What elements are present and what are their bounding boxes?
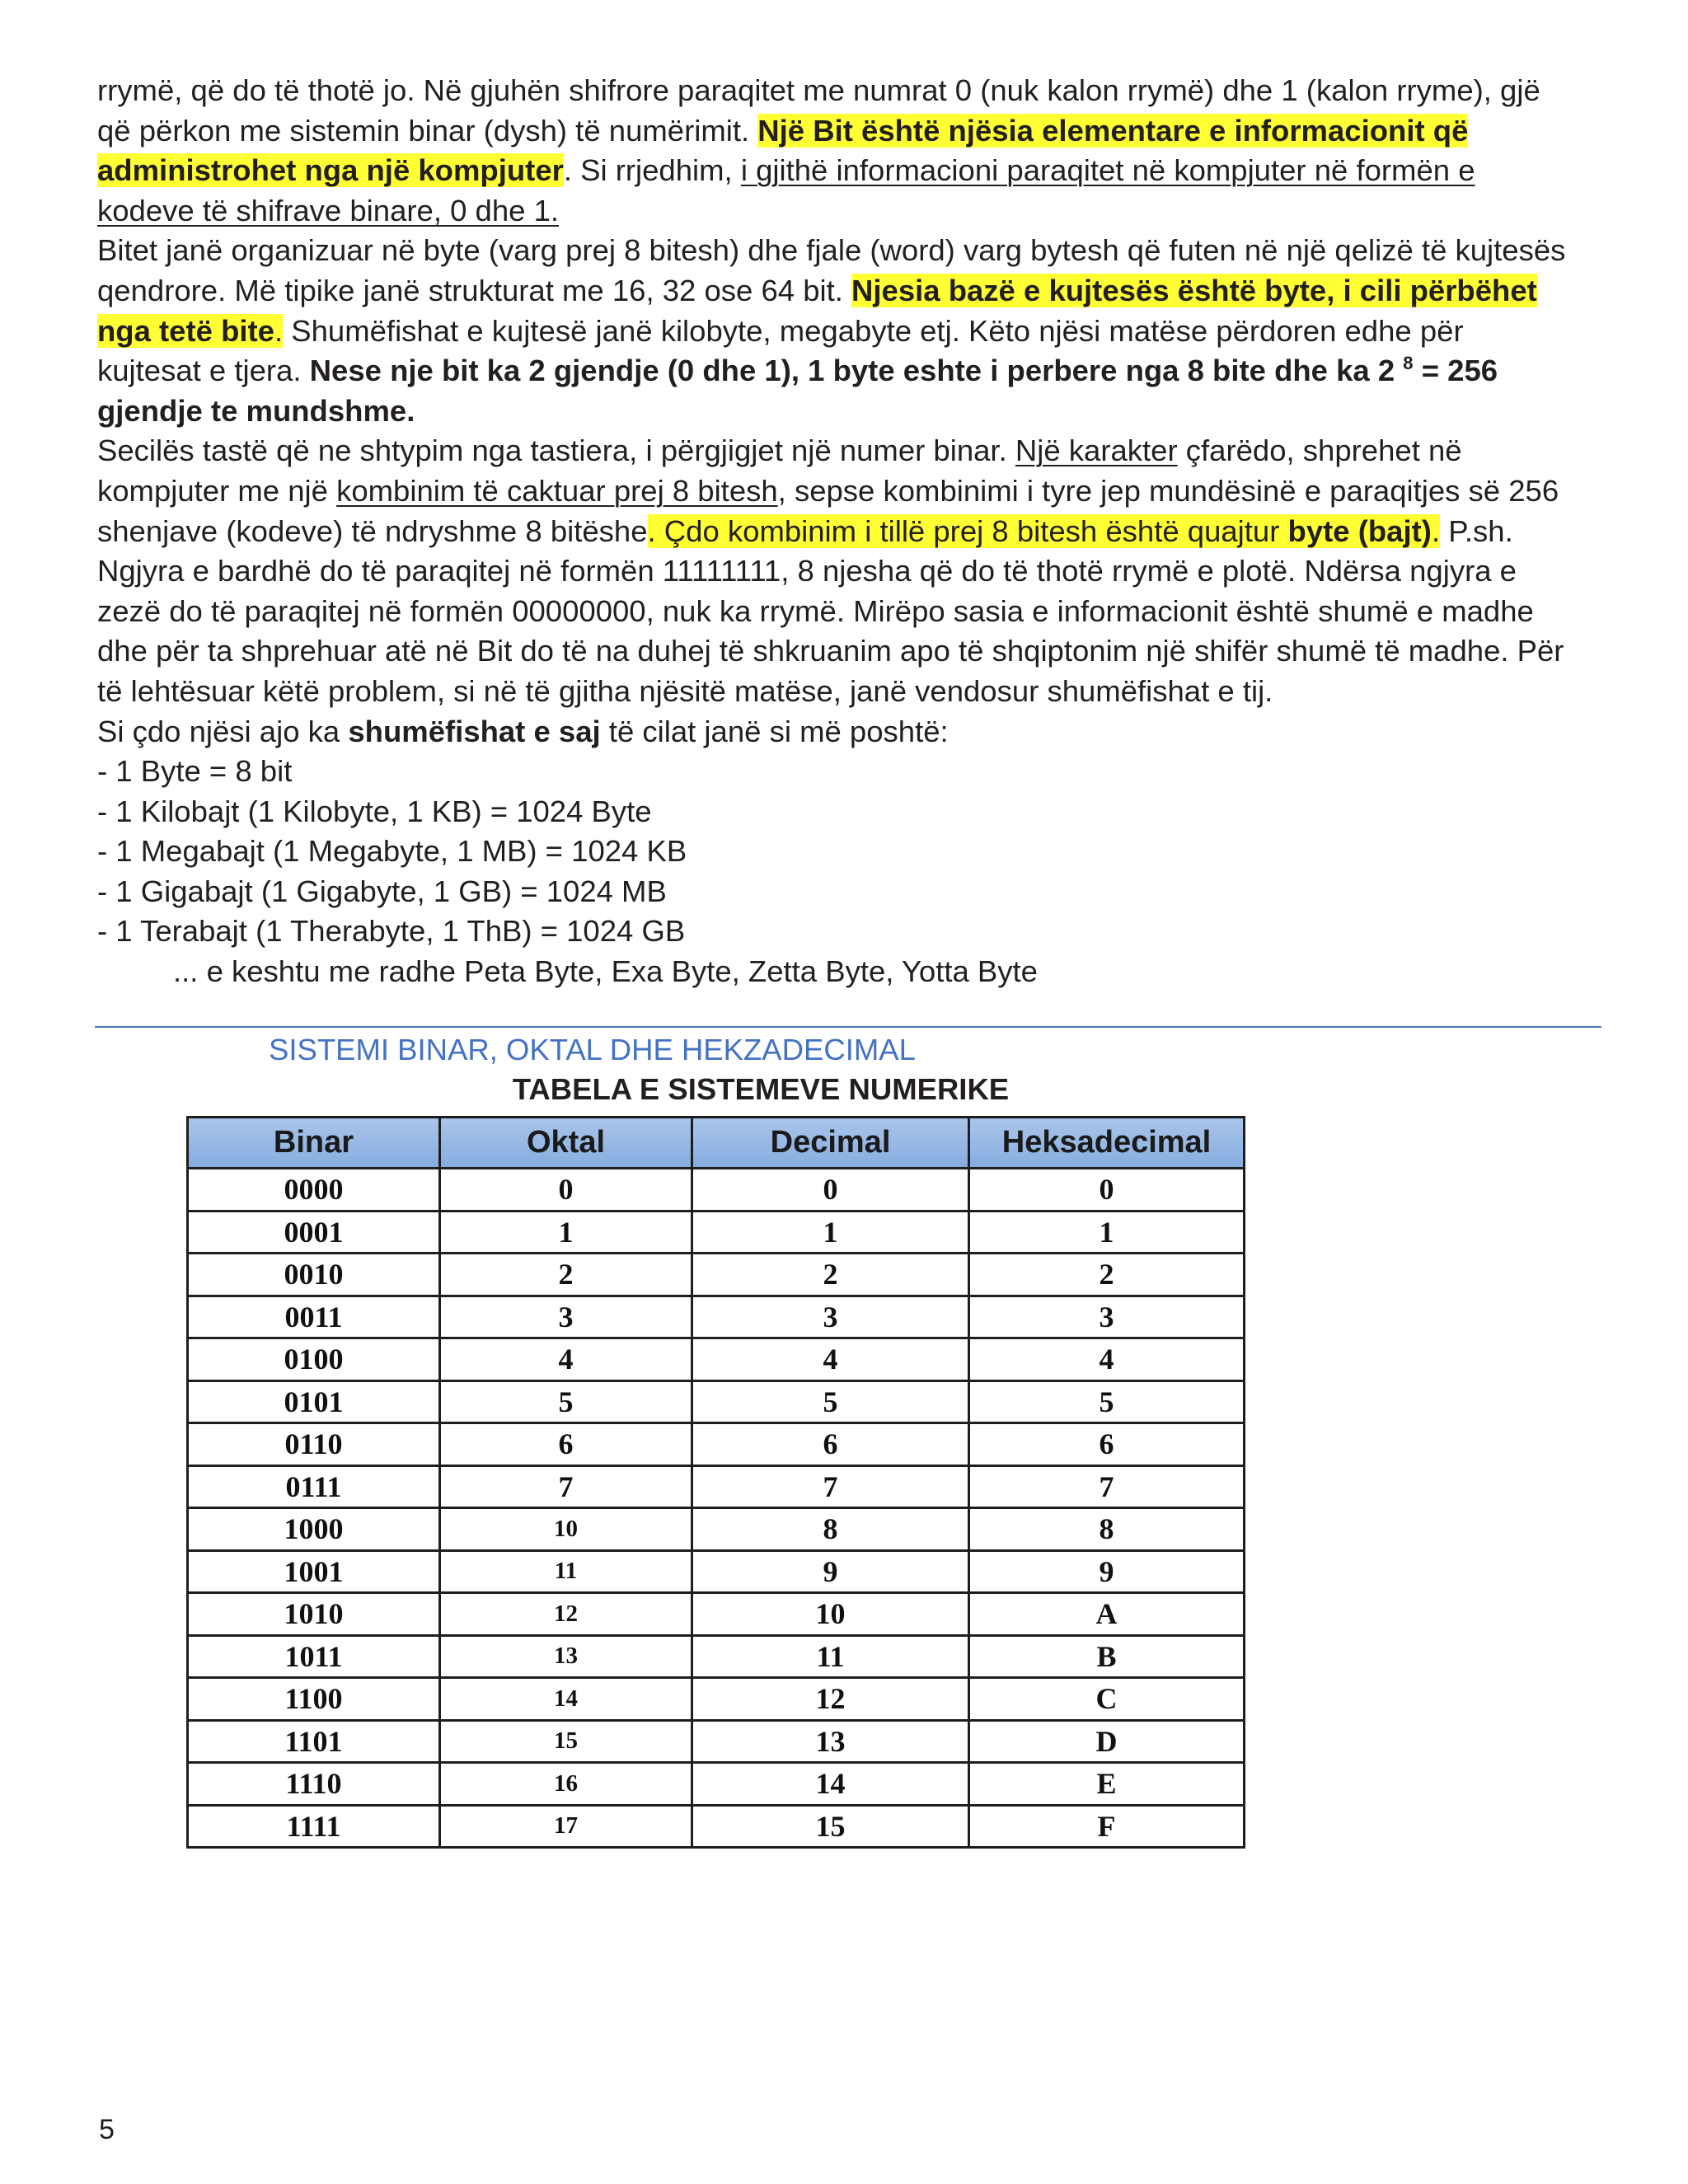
text-run: kujtesat e tjera. bbox=[97, 354, 310, 388]
text-line bbox=[97, 551, 1606, 592]
table-cell: 6 bbox=[969, 1423, 1245, 1466]
section-divider bbox=[95, 1026, 1601, 1028]
text-run: . bbox=[1431, 513, 1441, 548]
table-cell: 0000 bbox=[188, 1169, 440, 1212]
text-line bbox=[97, 151, 1606, 191]
table-cell: 3 bbox=[692, 1296, 969, 1338]
text-line bbox=[97, 191, 1606, 232]
text-line bbox=[97, 792, 1606, 832]
text-line bbox=[97, 71, 1606, 111]
text-line bbox=[97, 231, 1606, 271]
table-row bbox=[188, 1380, 1245, 1423]
table-row bbox=[188, 1508, 1245, 1551]
table-cell: 0101 bbox=[188, 1380, 440, 1423]
table-cell: 13 bbox=[440, 1635, 692, 1678]
text-run: 8 bbox=[1403, 353, 1414, 374]
text-run: Shumëfishat e kujtesë janë kilobyte, megabyte etj. Këto njësi matëse përdoren edhe për bbox=[283, 313, 1464, 348]
text-run: Secilës tastë që ne shtypim nga tastiera, i përgjigjet një numer binar. bbox=[97, 434, 1015, 468]
table-row bbox=[188, 1720, 1245, 1763]
text-run: rrymë, që do të thotë jo. Në gjuhën shifrore paraqitet me numrat 0 (nuk kalon rrymë) dhe 1 (kalon rryme), gjë bbox=[97, 73, 1540, 107]
text-run: . bbox=[274, 313, 284, 348]
table-row bbox=[188, 1635, 1245, 1678]
text-run: i gjithë informacioni paraqitet në kompjuter në formën e bbox=[740, 153, 1475, 188]
table-cell: 0001 bbox=[188, 1211, 440, 1254]
table-row bbox=[188, 1550, 1245, 1593]
table-cell: 3 bbox=[440, 1296, 692, 1338]
column-header: Heksadecimal bbox=[969, 1118, 1245, 1169]
body-text bbox=[97, 71, 1606, 992]
table-cell: 1111 bbox=[188, 1805, 440, 1848]
table-cell: 12 bbox=[440, 1593, 692, 1636]
text-line bbox=[97, 391, 1606, 432]
table-cell: 7 bbox=[440, 1465, 692, 1508]
table-cell: 1100 bbox=[188, 1678, 440, 1721]
table-cell: 1 bbox=[969, 1211, 1245, 1254]
table-row bbox=[188, 1211, 1245, 1254]
table-cell: 5 bbox=[692, 1380, 969, 1423]
table-cell: 4 bbox=[440, 1338, 692, 1381]
table-cell: 13 bbox=[692, 1720, 969, 1763]
text-run: - 1 Kilobajt (1 Kilobyte, 1 KB) = 1024 Byte bbox=[97, 794, 652, 828]
table-cell: 0011 bbox=[188, 1296, 440, 1338]
table-cell: 0 bbox=[969, 1169, 1245, 1212]
table-cell: C bbox=[969, 1678, 1245, 1721]
text-run: shumëfishat e saj bbox=[348, 714, 601, 748]
table-cell: 10 bbox=[440, 1508, 692, 1551]
table-cell: 14 bbox=[692, 1763, 969, 1806]
text-run: kodeve të shifrave binare, 0 dhe 1. bbox=[97, 193, 560, 227]
number-systems-table bbox=[186, 1116, 1245, 1849]
table-cell: 12 bbox=[692, 1678, 969, 1721]
text-run: kombinim të caktuar prej 8 bitesh bbox=[336, 473, 778, 508]
table-cell: 0 bbox=[440, 1169, 692, 1212]
text-line bbox=[97, 631, 1606, 672]
text-run: . Si rrjedhim, bbox=[563, 153, 741, 188]
table-cell: 9 bbox=[969, 1550, 1245, 1593]
text-run: = 256 bbox=[1413, 354, 1498, 388]
table-cell: E bbox=[969, 1763, 1245, 1806]
text-run: që përkon me sistemin binar (dysh) të numërimit. bbox=[97, 113, 758, 148]
text-run: , sepse kombinimi i tyre jep mundësinë e paraqitjes së 256 bbox=[777, 473, 1559, 508]
table-row bbox=[188, 1254, 1245, 1296]
table-cell: 0111 bbox=[188, 1465, 440, 1508]
table-cell: 6 bbox=[692, 1423, 969, 1466]
table-row bbox=[188, 1465, 1245, 1508]
text-run: - 1 Terabajt (1 Therabyte, 1 ThB) = 1024 GB bbox=[97, 914, 686, 949]
text-run: - 1 Megabajt (1 Megabyte, 1 MB) = 1024 KB bbox=[97, 834, 687, 869]
table-cell: 0 bbox=[692, 1169, 969, 1212]
table-cell: 17 bbox=[440, 1805, 692, 1848]
section-heading: SISTEMI BINAR, OKTAL DHE HEKZADECIMAL bbox=[269, 1033, 916, 1066]
table-cell: 3 bbox=[969, 1296, 1245, 1338]
table-cell: 0110 bbox=[188, 1423, 440, 1466]
text-run: - 1 Byte = 8 bit bbox=[97, 754, 293, 789]
table-cell: 4 bbox=[969, 1338, 1245, 1381]
table-cell: 1110 bbox=[188, 1763, 440, 1806]
text-line bbox=[97, 351, 1606, 391]
text-run: qendrore. Më tipike janë strukturat me 16, 32 ose 64 bit. bbox=[97, 273, 852, 307]
text-line bbox=[97, 752, 1606, 792]
text-run: ... e keshtu me radhe Peta Byte, Exa Byte, Zetta Byte, Yotta Byte bbox=[173, 954, 1038, 989]
text-line bbox=[97, 832, 1606, 872]
text-run: Nese nje bit ka 2 gjendje (0 dhe 1), 1 byte eshte i perbere nga 8 bite dhe ka 2 bbox=[309, 354, 1404, 388]
table-cell: F bbox=[969, 1805, 1245, 1848]
text-run: shenjave (kodeve) të ndryshme 8 bitëshe bbox=[97, 513, 648, 548]
text-run: gjendje te mundshme. bbox=[97, 393, 415, 428]
table-cell: 2 bbox=[969, 1254, 1245, 1296]
text-line bbox=[97, 592, 1606, 632]
table-cell: 15 bbox=[692, 1805, 969, 1848]
text-run: zezë do të paraqitej në formën 00000000, nuk ka rrymë. Mirëpo sasia e informacionit është shumë e madhe bbox=[97, 593, 1534, 628]
table-cell: 2 bbox=[440, 1254, 692, 1296]
page-number: 5 bbox=[99, 2114, 115, 2145]
table-cell: 1 bbox=[440, 1211, 692, 1254]
text-line bbox=[97, 672, 1606, 712]
text-run: byte (bajt) bbox=[1287, 513, 1432, 548]
table-cell: 1011 bbox=[188, 1635, 440, 1678]
table-cell: D bbox=[969, 1720, 1245, 1763]
text-line bbox=[97, 271, 1606, 312]
column-header: Binar bbox=[188, 1118, 440, 1169]
table-row bbox=[188, 1805, 1245, 1848]
column-header: Oktal bbox=[440, 1118, 692, 1169]
table-row bbox=[188, 1593, 1245, 1636]
table-cell: B bbox=[969, 1635, 1245, 1678]
text-line bbox=[97, 952, 1606, 992]
table-cell: 16 bbox=[440, 1763, 692, 1806]
text-run: Bitet janë organizuar në byte (varg prej 8 bitesh) dhe fjale (word) varg bytesh që futen në një qelizë të kujtesës bbox=[97, 233, 1566, 268]
table-row bbox=[188, 1296, 1245, 1338]
table-cell: 1101 bbox=[188, 1720, 440, 1763]
table-cell: 11 bbox=[440, 1550, 692, 1593]
table-cell: 1000 bbox=[188, 1508, 440, 1551]
text-run: - 1 Gigabajt (1 Gigabyte, 1 GB) = 1024 MB bbox=[97, 874, 667, 908]
text-run: Si çdo njësi ajo ka bbox=[97, 714, 349, 748]
table-cell: 1 bbox=[692, 1211, 969, 1254]
text-run: administrohet nga një kompjuter bbox=[97, 153, 564, 188]
text-run: nga tetë bite bbox=[97, 313, 274, 348]
table-row bbox=[188, 1678, 1245, 1721]
text-run: kompjuter me një bbox=[97, 473, 337, 508]
text-line bbox=[97, 712, 1606, 752]
table-row bbox=[188, 1423, 1245, 1466]
text-run: . Çdo kombinim i tillë prej 8 bitesh është quajtur bbox=[647, 513, 1288, 548]
table-cell: 5 bbox=[969, 1380, 1245, 1423]
table-body bbox=[188, 1169, 1245, 1848]
text-line bbox=[97, 312, 1606, 352]
text-run: Njesia bazë e kujtesës është byte, i cili përbëhet bbox=[851, 273, 1537, 307]
table-row bbox=[188, 1169, 1245, 1212]
text-line bbox=[97, 872, 1606, 912]
table-cell: 0100 bbox=[188, 1338, 440, 1381]
column-header: Decimal bbox=[692, 1118, 969, 1169]
table-cell: 11 bbox=[692, 1635, 969, 1678]
table-cell: A bbox=[969, 1593, 1245, 1636]
text-line bbox=[97, 471, 1606, 512]
table-cell: 10 bbox=[692, 1593, 969, 1636]
table-cell: 2 bbox=[692, 1254, 969, 1296]
table-cell: 1001 bbox=[188, 1550, 440, 1593]
table-cell: 0010 bbox=[188, 1254, 440, 1296]
table-cell: 4 bbox=[692, 1338, 969, 1381]
text-run: P.sh. bbox=[1440, 513, 1513, 548]
text-line bbox=[97, 912, 1606, 952]
table-cell: 6 bbox=[440, 1423, 692, 1466]
table-cell: 9 bbox=[692, 1550, 969, 1593]
table-cell: 15 bbox=[440, 1720, 692, 1763]
text-run: çfarëdo, shprehet në bbox=[1177, 434, 1462, 468]
table-row bbox=[188, 1338, 1245, 1381]
text-run: Një Bit është njësia elementare e informacionit që bbox=[757, 113, 1469, 148]
text-line bbox=[97, 111, 1606, 152]
table-cell: 8 bbox=[692, 1508, 969, 1551]
text-run: dhe për ta shprehuar atë në Bit do të na duhej të shkruanim apo të shqiptonim një shifër shumë të madhe. Për bbox=[97, 634, 1564, 668]
table-title: TABELA E SISTEMEVE NUMERIKE bbox=[512, 1072, 1010, 1106]
text-run: Ngjyra e bardhë do të paraqitej në formën 11111111, 8 njesha që do të thotë rrymë e plotë. Ndërsa ngjyra e bbox=[97, 554, 1517, 588]
table-header-row bbox=[188, 1118, 1245, 1169]
table-cell: 1010 bbox=[188, 1593, 440, 1636]
text-line bbox=[97, 512, 1606, 552]
table-cell: 7 bbox=[969, 1465, 1245, 1508]
text-run: të lehtësuar këtë problem, si në të gjitha njësitë matëse, janë vendosur shumëfishat e tij. bbox=[97, 673, 1273, 708]
text-run: Një karakter bbox=[1015, 434, 1178, 468]
text-run: të cilat janë si më poshtë: bbox=[600, 714, 949, 748]
table-cell: 5 bbox=[440, 1380, 692, 1423]
table-cell: 8 bbox=[969, 1508, 1245, 1551]
table-cell: 14 bbox=[440, 1678, 692, 1721]
text-line bbox=[97, 431, 1606, 471]
table-cell: 7 bbox=[692, 1465, 969, 1508]
table-row bbox=[188, 1763, 1245, 1806]
